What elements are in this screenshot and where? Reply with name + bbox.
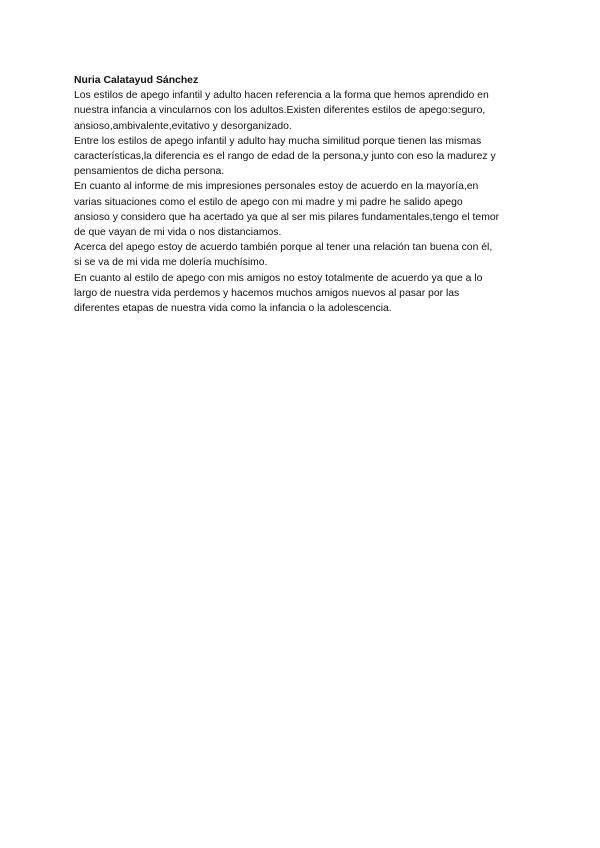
- paragraph-line: varias situaciones como el estilo de apego con mi madre y mi padre he salido apego: [74, 196, 463, 208]
- paragraph-line: características,la diferencia es el rango de edad de la persona,y junto con eso la madurez y: [74, 151, 496, 163]
- paragraph-5: [74, 271, 536, 317]
- paragraph-line: Acerca del apego estoy de acuerdo también porque al tener una relación tan buena con él,: [74, 242, 493, 254]
- paragraph-line: En cuanto al estilo de apego con mis amigos no estoy totalmente de acuerdo ya que a lo: [74, 272, 483, 284]
- paragraph-line: nuestra infancia a vincularnos con los adultos.Existen diferentes estilos de apego:seguro,: [74, 105, 486, 117]
- paragraph-1: [74, 88, 536, 134]
- author-name: Nuria Calatayud Sánchez: [74, 75, 199, 86]
- paragraph-2: [74, 134, 536, 180]
- paragraph-line: largo de nuestra vida perdemos y hacemos muchos amigos nuevos al pasar por las: [74, 287, 460, 299]
- paragraph-line: En cuanto al informe de mis impresiones personales estoy de acuerdo en la mayoría,en: [74, 181, 479, 193]
- paragraph-line: si se va de mi vida me dolería muchísimo.: [74, 257, 268, 269]
- paragraph-line: ansioso,ambivalente,evitativo y desorganizado.: [74, 120, 292, 132]
- paragraph-line: pensamientos de dicha persona.: [74, 166, 225, 178]
- paragraph-line: Entre los estilos de apego infantil y adulto hay mucha similitud porque tienen las mismas: [74, 135, 482, 147]
- paragraph-line: ansioso y considero que ha acertado ya que al ser mis pilares fundamentales,tengo el temor: [74, 211, 500, 223]
- paragraph-line: Los estilos de apego infantil y adulto hacen referencia a la forma que hemos aprendido en: [74, 90, 489, 102]
- paragraph-4: [74, 240, 536, 270]
- paragraph-line: de que vayan de mi vida o nos distanciamos.: [74, 227, 282, 239]
- paragraph-3: [74, 179, 536, 240]
- paragraph-line: diferentes etapas de nuestra vida como la infancia o la adolescencia.: [74, 303, 392, 315]
- document-body: [74, 73, 536, 316]
